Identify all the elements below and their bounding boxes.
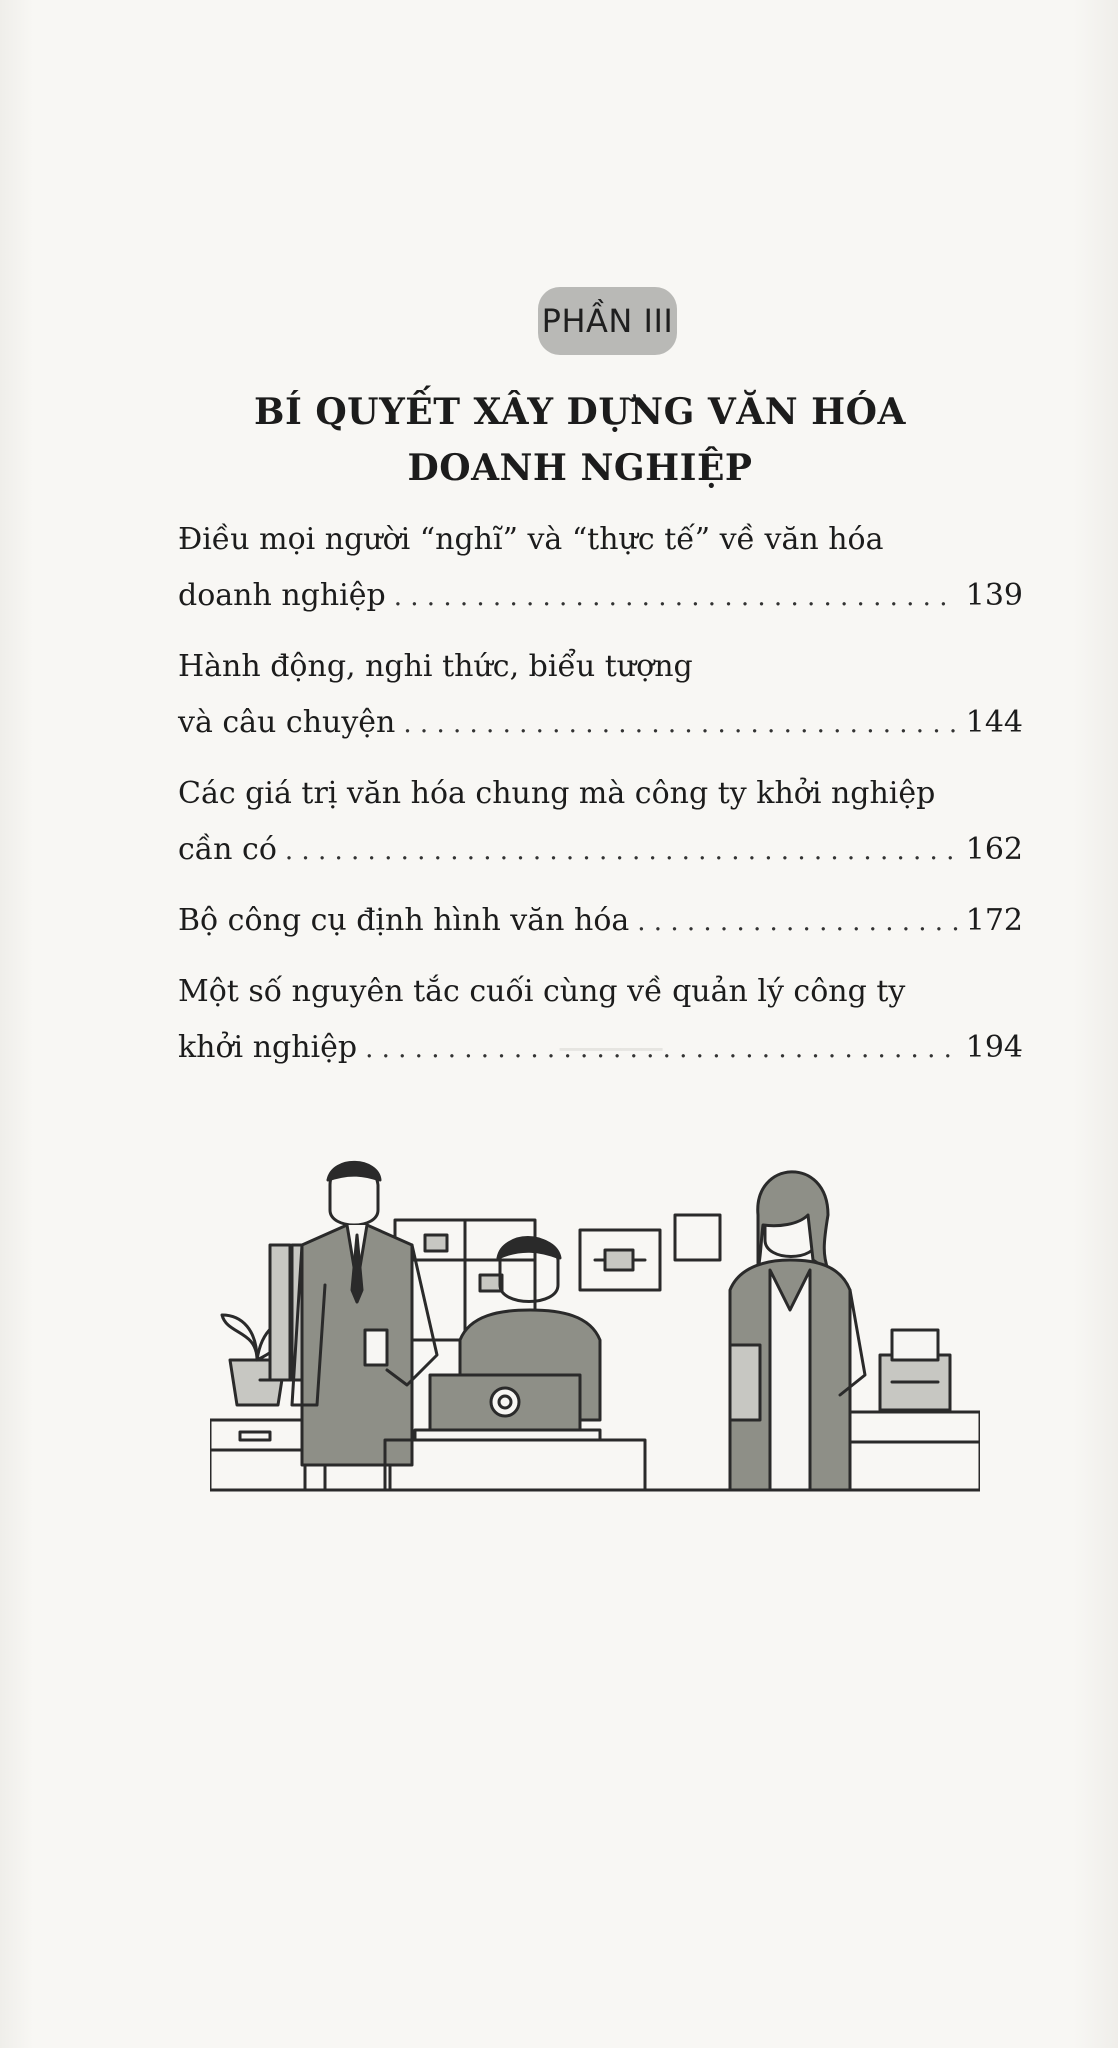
toc-entry-page: 194 xyxy=(965,1030,1023,1065)
toc-entry-title-line-2: cần có xyxy=(178,832,277,867)
dot-leader xyxy=(637,894,957,950)
toc-entry-page: 144 xyxy=(965,705,1023,740)
picture-frame-icon xyxy=(580,1230,660,1290)
office-team-illustration xyxy=(210,1150,980,1500)
toc-entry xyxy=(178,512,1023,625)
toc-entry-title-line-2: khởi nghiệp xyxy=(178,1030,358,1065)
toc-entry-title-line-1: Các giá trị văn hóa chung mà công ty khởi nghiệp xyxy=(178,776,936,811)
dot-leader xyxy=(403,696,957,752)
toc-entry-title: Bộ công cụ định hình văn hóa xyxy=(178,903,630,938)
dot-leader xyxy=(394,569,958,625)
toc-entry-title-line-1: Điều mọi người “nghĩ” và “thực tế” về văn hóa xyxy=(178,522,884,557)
printer-icon xyxy=(880,1330,950,1410)
section-badge xyxy=(538,287,677,355)
seated-man-figure xyxy=(385,1238,645,1491)
toc-entry-page: 172 xyxy=(965,903,1023,938)
woman-figure xyxy=(730,1172,865,1490)
bleed-through-text: ───── xyxy=(560,1030,663,1070)
toc-entry xyxy=(178,766,1023,879)
section-title xyxy=(200,384,960,496)
dot-leader xyxy=(285,823,958,879)
wall-frame xyxy=(675,1215,720,1260)
desk-right xyxy=(850,1412,980,1490)
section-title-line-2: DOANH NGHIỆP xyxy=(407,447,753,489)
toc-entry-title-line-1: Hành động, nghi thức, biểu tượng xyxy=(178,649,693,684)
toc-entry-page: 162 xyxy=(965,832,1023,867)
dot-leader xyxy=(365,1021,958,1077)
toc-entry-title-line-1: Một số nguyên tắc cuối cùng về quản lý công ty xyxy=(178,974,906,1009)
section-badge-label: PHẦN III xyxy=(541,302,674,340)
toc-entry xyxy=(178,639,1023,752)
toc-entry xyxy=(178,893,1023,950)
toc-entry xyxy=(178,964,1023,1077)
toc-entry-page: 139 xyxy=(965,578,1023,613)
section-title-line-1: BÍ QUYẾT XÂY DỰNG VĂN HÓA xyxy=(254,391,906,433)
table-of-contents xyxy=(178,512,1023,1091)
toc-entry-title-line-2: doanh nghiệp xyxy=(178,578,386,613)
toc-entry-title-line-2: và câu chuyện xyxy=(178,705,396,740)
